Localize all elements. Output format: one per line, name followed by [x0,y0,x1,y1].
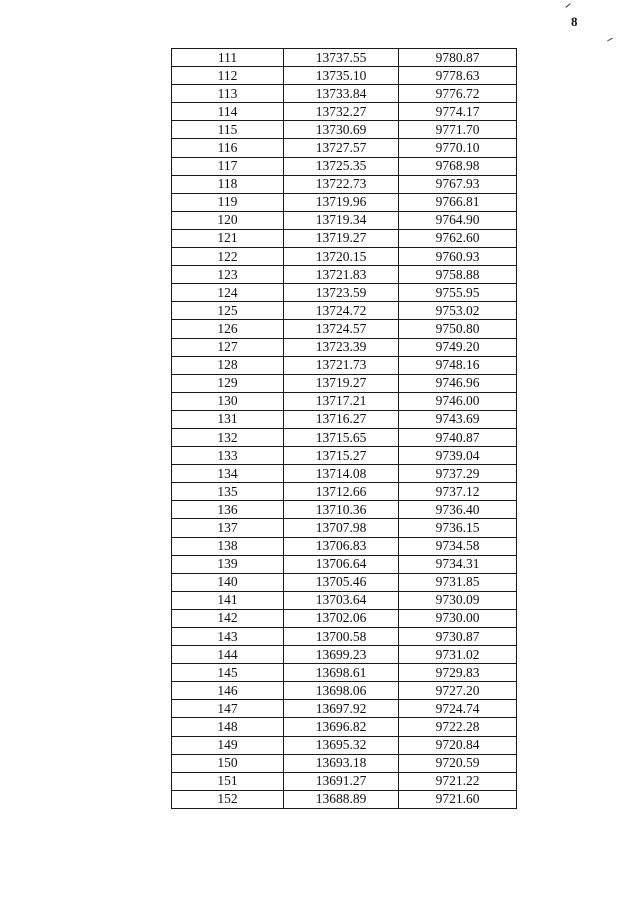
point-number-cell: 138 [172,537,284,555]
point-number-cell: 120 [172,211,284,229]
page-number: 8 [571,14,578,29]
x-coordinate-cell: 13722.73 [284,175,399,193]
point-number-cell: 134 [172,465,284,483]
x-coordinate-cell: 13725.35 [284,157,399,175]
y-coordinate-cell: 9750.80 [399,320,517,338]
table-row [172,157,517,175]
point-number-cell: 126 [172,320,284,338]
pen-mark-right [607,38,613,42]
point-number-cell: 127 [172,338,284,356]
y-coordinate-cell: 9749.20 [399,338,517,356]
y-coordinate-cell: 9727.20 [399,682,517,700]
table-row [172,284,517,302]
point-number-cell: 111 [172,49,284,67]
y-coordinate-cell: 9737.29 [399,465,517,483]
point-number-cell: 124 [172,284,284,302]
x-coordinate-cell: 13693.18 [284,754,399,772]
y-coordinate-cell: 9721.22 [399,772,517,790]
x-coordinate-cell: 13719.27 [284,229,399,247]
table-row [172,392,517,410]
y-coordinate-cell: 9758.88 [399,266,517,284]
y-coordinate-cell: 9764.90 [399,211,517,229]
table-row [172,356,517,374]
x-coordinate-cell: 13707.98 [284,519,399,537]
point-number-cell: 123 [172,266,284,284]
table-row [172,211,517,229]
x-coordinate-cell: 13703.64 [284,591,399,609]
table-row [172,175,517,193]
point-number-cell: 128 [172,356,284,374]
point-number-cell: 150 [172,754,284,772]
y-coordinate-cell: 9748.16 [399,356,517,374]
y-coordinate-cell: 9766.81 [399,193,517,211]
x-coordinate-cell: 13733.84 [284,85,399,103]
y-coordinate-cell: 9774.17 [399,103,517,121]
x-coordinate-cell: 13715.27 [284,447,399,465]
y-coordinate-cell: 9770.10 [399,139,517,157]
point-number-cell: 136 [172,501,284,519]
table-row [172,103,517,121]
x-coordinate-cell: 13724.72 [284,302,399,320]
x-coordinate-cell: 13696.82 [284,718,399,736]
table-row [172,736,517,754]
y-coordinate-cell: 9776.72 [399,85,517,103]
table-row [172,537,517,555]
x-coordinate-cell: 13717.21 [284,392,399,410]
point-number-cell: 143 [172,628,284,646]
y-coordinate-cell: 9753.02 [399,302,517,320]
point-number-cell: 146 [172,682,284,700]
table-row [172,302,517,320]
point-number-cell: 148 [172,718,284,736]
y-coordinate-cell: 9767.93 [399,175,517,193]
table-row [172,754,517,772]
x-coordinate-cell: 13706.83 [284,537,399,555]
y-coordinate-cell: 9730.87 [399,628,517,646]
point-number-cell: 152 [172,790,284,808]
x-coordinate-cell: 13720.15 [284,248,399,266]
y-coordinate-cell: 9724.74 [399,700,517,718]
y-coordinate-cell: 9736.40 [399,501,517,519]
x-coordinate-cell: 13714.08 [284,465,399,483]
point-number-cell: 151 [172,772,284,790]
point-number-cell: 114 [172,103,284,121]
y-coordinate-cell: 9743.69 [399,410,517,428]
point-number-cell: 147 [172,700,284,718]
table-row [172,700,517,718]
point-number-cell: 113 [172,85,284,103]
y-coordinate-cell: 9730.09 [399,591,517,609]
coordinates-table-body [172,49,517,809]
point-number-cell: 137 [172,519,284,537]
x-coordinate-cell: 13730.69 [284,121,399,139]
x-coordinate-cell: 13691.27 [284,772,399,790]
y-coordinate-cell: 9739.04 [399,447,517,465]
point-number-cell: 141 [172,591,284,609]
x-coordinate-cell: 13721.83 [284,266,399,284]
table-row [172,193,517,211]
x-coordinate-cell: 13699.23 [284,646,399,664]
y-coordinate-cell: 9768.98 [399,157,517,175]
point-number-cell: 130 [172,392,284,410]
x-coordinate-cell: 13721.73 [284,356,399,374]
table-row [172,573,517,591]
y-coordinate-cell: 9771.70 [399,121,517,139]
x-coordinate-cell: 13716.27 [284,410,399,428]
x-coordinate-cell: 13735.10 [284,67,399,85]
coordinates-table [171,48,517,809]
table-row [172,447,517,465]
table-row [172,628,517,646]
x-coordinate-cell: 13712.66 [284,483,399,501]
point-number-cell: 145 [172,664,284,682]
y-coordinate-cell: 9762.60 [399,229,517,247]
x-coordinate-cell: 13719.34 [284,211,399,229]
pen-mark-top [565,3,570,8]
x-coordinate-cell: 13705.46 [284,573,399,591]
y-coordinate-cell: 9780.87 [399,49,517,67]
table-row [172,555,517,573]
x-coordinate-cell: 13723.59 [284,284,399,302]
x-coordinate-cell: 13695.32 [284,736,399,754]
point-number-cell: 133 [172,447,284,465]
table-row [172,609,517,627]
table-row [172,501,517,519]
x-coordinate-cell: 13727.57 [284,139,399,157]
point-number-cell: 122 [172,248,284,266]
x-coordinate-cell: 13702.06 [284,609,399,627]
point-number-cell: 112 [172,67,284,85]
table-row [172,410,517,428]
x-coordinate-cell: 13710.36 [284,501,399,519]
table-row [172,465,517,483]
table-row [172,718,517,736]
y-coordinate-cell: 9720.84 [399,736,517,754]
table-row [172,591,517,609]
x-coordinate-cell: 13719.27 [284,374,399,392]
table-row [172,519,517,537]
table-row [172,121,517,139]
y-coordinate-cell: 9740.87 [399,428,517,446]
point-number-cell: 149 [172,736,284,754]
point-number-cell: 119 [172,193,284,211]
y-coordinate-cell: 9720.59 [399,754,517,772]
y-coordinate-cell: 9734.58 [399,537,517,555]
table-row [172,49,517,67]
table-row [172,428,517,446]
table-row [172,139,517,157]
table-row [172,85,517,103]
x-coordinate-cell: 13698.61 [284,664,399,682]
table-row [172,229,517,247]
point-number-cell: 132 [172,428,284,446]
x-coordinate-cell: 13715.65 [284,428,399,446]
x-coordinate-cell: 13723.39 [284,338,399,356]
y-coordinate-cell: 9731.02 [399,646,517,664]
table-row [172,67,517,85]
x-coordinate-cell: 13700.58 [284,628,399,646]
x-coordinate-cell: 13732.27 [284,103,399,121]
x-coordinate-cell: 13698.06 [284,682,399,700]
point-number-cell: 118 [172,175,284,193]
y-coordinate-cell: 9731.85 [399,573,517,591]
point-number-cell: 139 [172,555,284,573]
point-number-cell: 115 [172,121,284,139]
table-row [172,646,517,664]
y-coordinate-cell: 9746.00 [399,392,517,410]
point-number-cell: 117 [172,157,284,175]
y-coordinate-cell: 9734.31 [399,555,517,573]
y-coordinate-cell: 9721.60 [399,790,517,808]
point-number-cell: 121 [172,229,284,247]
y-coordinate-cell: 9778.63 [399,67,517,85]
table-row [172,772,517,790]
point-number-cell: 140 [172,573,284,591]
y-coordinate-cell: 9760.93 [399,248,517,266]
table-row [172,664,517,682]
x-coordinate-cell: 13688.89 [284,790,399,808]
y-coordinate-cell: 9722.28 [399,718,517,736]
x-coordinate-cell: 13706.64 [284,555,399,573]
y-coordinate-cell: 9729.83 [399,664,517,682]
y-coordinate-cell: 9736.15 [399,519,517,537]
table-row [172,682,517,700]
x-coordinate-cell: 13724.57 [284,320,399,338]
table-row [172,790,517,808]
x-coordinate-cell: 13737.55 [284,49,399,67]
table-row [172,320,517,338]
y-coordinate-cell: 9746.96 [399,374,517,392]
point-number-cell: 129 [172,374,284,392]
table-row [172,248,517,266]
y-coordinate-cell: 9730.00 [399,609,517,627]
x-coordinate-cell: 13719.96 [284,193,399,211]
point-number-cell: 144 [172,646,284,664]
table-row [172,483,517,501]
x-coordinate-cell: 13697.92 [284,700,399,718]
table-row [172,266,517,284]
y-coordinate-cell: 9755.95 [399,284,517,302]
point-number-cell: 125 [172,302,284,320]
point-number-cell: 131 [172,410,284,428]
point-number-cell: 135 [172,483,284,501]
y-coordinate-cell: 9737.12 [399,483,517,501]
point-number-cell: 142 [172,609,284,627]
table-row [172,374,517,392]
point-number-cell: 116 [172,139,284,157]
table-row [172,338,517,356]
